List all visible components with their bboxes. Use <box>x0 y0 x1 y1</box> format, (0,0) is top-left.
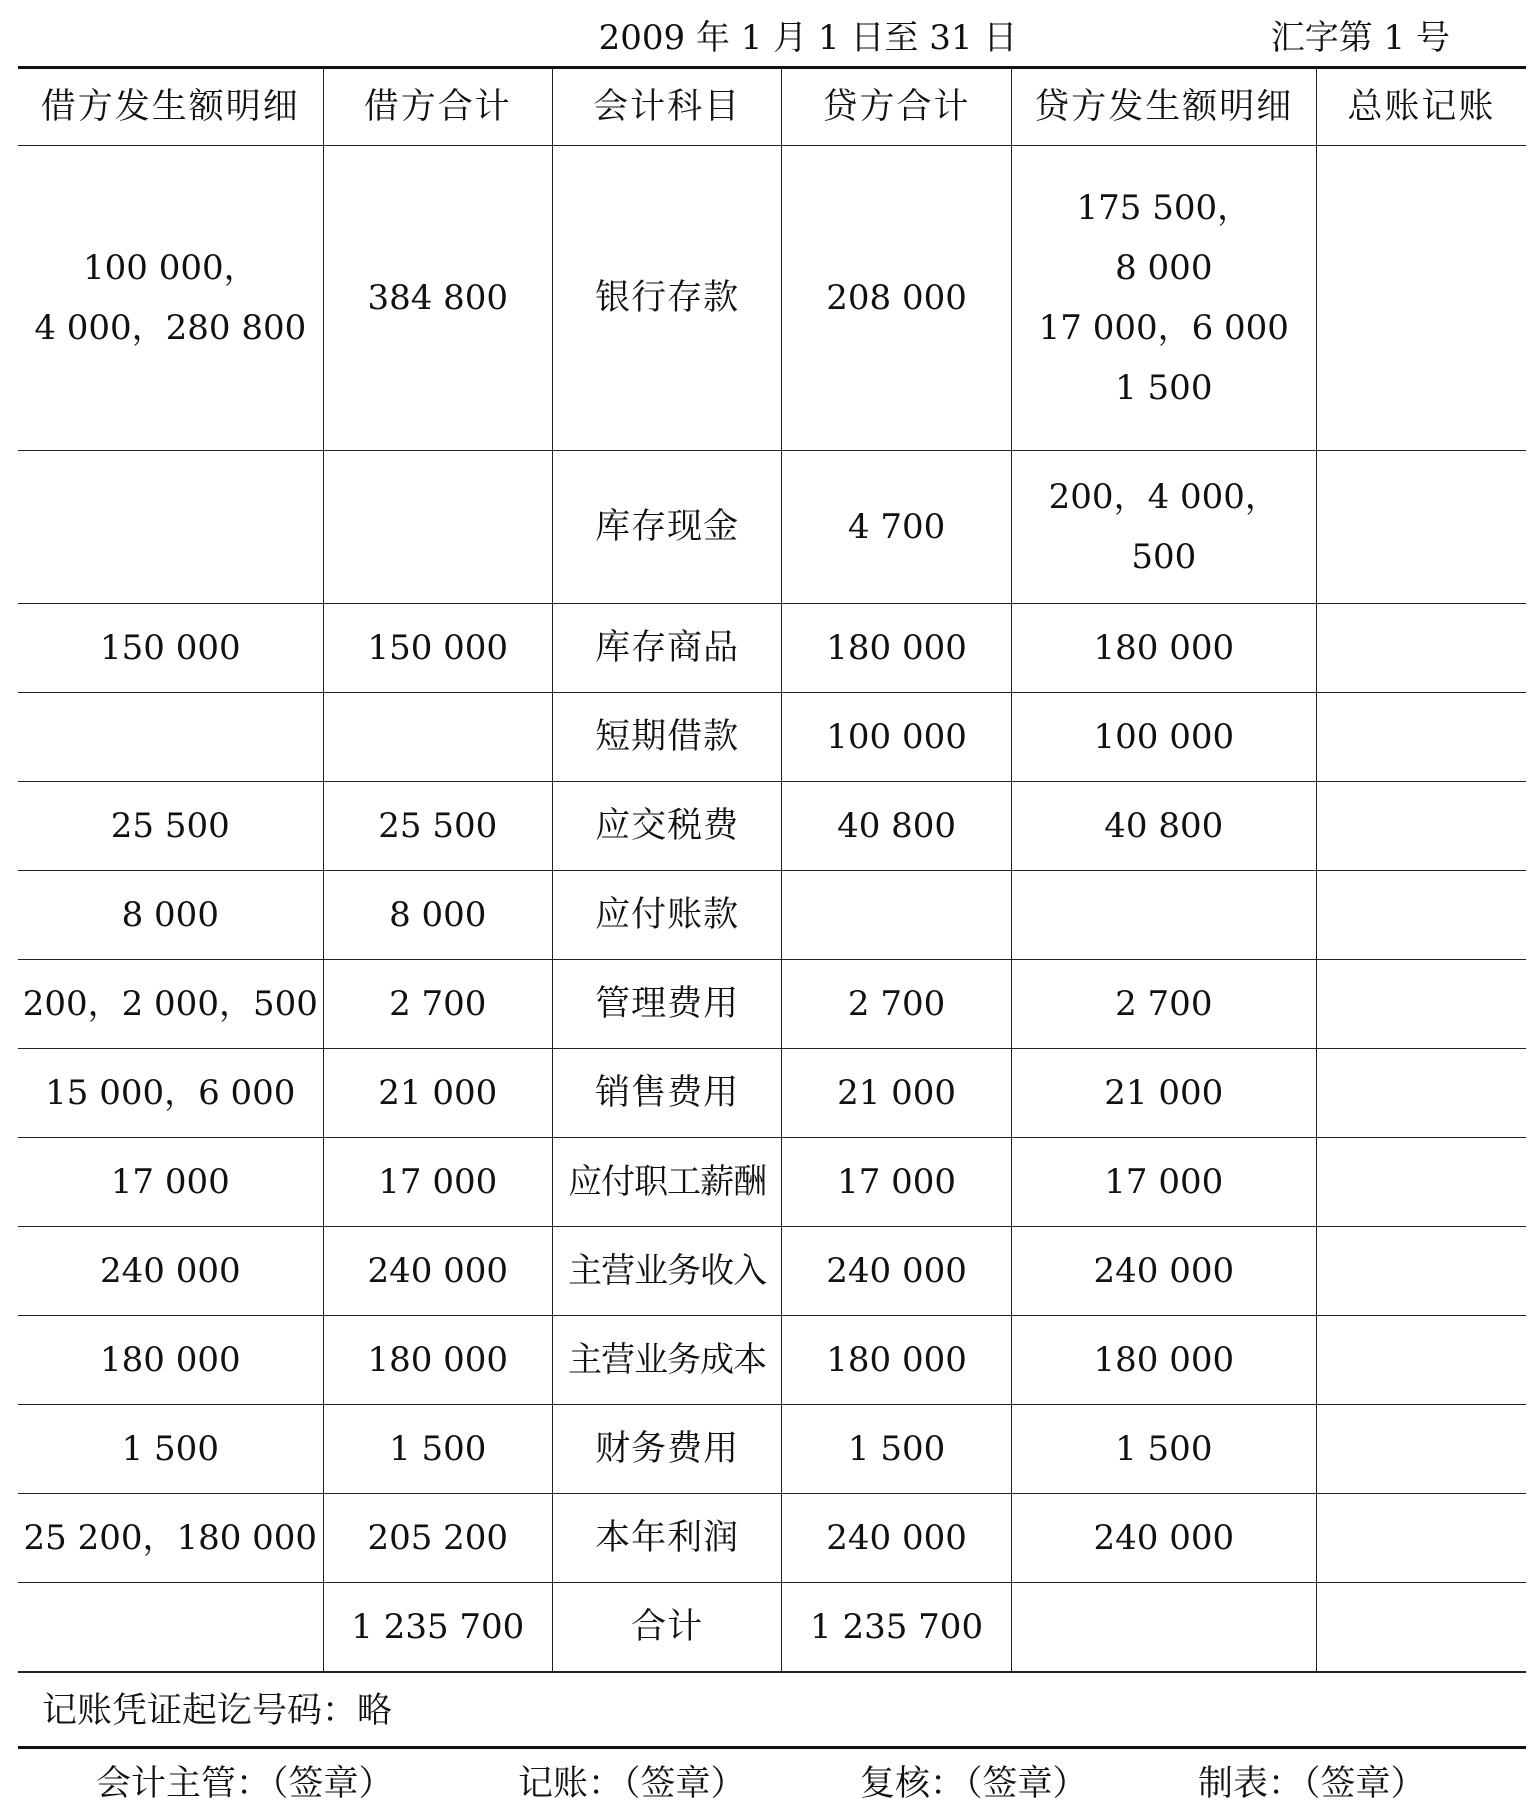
subject-cell: 应交税费 <box>552 782 781 871</box>
credit-detail-cell <box>1011 451 1316 604</box>
posted-cell <box>1316 451 1526 604</box>
debit-total-cell: 384 800 <box>323 146 552 451</box>
debit-total-cell: 21 000 <box>323 1049 552 1138</box>
table-row <box>18 782 1526 871</box>
posted-cell <box>1316 782 1526 871</box>
summary-voucher-table <box>18 66 1526 1672</box>
subject-cell: 应付职工薪酬 <box>552 1138 781 1227</box>
debit-detail-cell: 1 500 <box>18 1405 323 1494</box>
posted-cell <box>1316 1494 1526 1583</box>
total-label: 合计 <box>552 1583 781 1672</box>
debit-detail-cell: 240 000 <box>18 1227 323 1316</box>
table-header-row <box>18 68 1526 146</box>
total-debit-detail-cell <box>18 1583 323 1672</box>
table-row <box>18 1138 1526 1227</box>
debit-detail-line: 100 000， <box>82 248 258 288</box>
table-row <box>18 146 1526 451</box>
subject-cell: 短期借款 <box>552 693 781 782</box>
credit-detail-cell: 240 000 <box>1011 1227 1316 1316</box>
posted-cell <box>1316 1227 1526 1316</box>
debit-total-cell: 240 000 <box>323 1227 552 1316</box>
table-row <box>18 1405 1526 1494</box>
subject-cell: 财务费用 <box>552 1405 781 1494</box>
signature-reviewer: 复核：（签章） <box>860 1764 1088 1804</box>
voucher-range-text: 记账凭证起讫号码：略 <box>42 1691 393 1731</box>
column-header-credit-total: 贷方合计 <box>782 68 1011 146</box>
table-row <box>18 1316 1526 1405</box>
credit-detail-cell <box>1011 146 1316 451</box>
column-header-posted: 总账记账 <box>1316 68 1526 146</box>
column-header-credit-detail: 贷方发生额明细 <box>1011 68 1316 146</box>
document-number: 汇字第 1 号 <box>1270 18 1450 58</box>
table-row <box>18 1227 1526 1316</box>
posted-cell <box>1316 146 1526 451</box>
table-row <box>18 604 1526 693</box>
table-row <box>18 451 1526 604</box>
signature-bookkeeper: 记账：（签章） <box>518 1764 746 1804</box>
subject-cell: 应付账款 <box>552 871 781 960</box>
credit-total-cell: 180 000 <box>782 1316 1011 1405</box>
voucher-range-row <box>18 1672 1526 1749</box>
debit-detail-cell: 17 000 <box>18 1138 323 1227</box>
period-text: 2009 年 1 月 1 日至 31 日 <box>598 18 1018 58</box>
column-header-debit-detail: 借方发生额明细 <box>18 68 323 146</box>
subject-cell: 销售费用 <box>552 1049 781 1138</box>
credit-total-cell: 2 700 <box>782 960 1011 1049</box>
debit-detail-line: 4 000，280 800 <box>34 308 307 348</box>
table-row <box>18 1494 1526 1583</box>
subject-cell: 主营业务收入 <box>552 1227 781 1316</box>
total-debit-cell: 1 235 700 <box>323 1583 552 1672</box>
credit-total-cell: 240 000 <box>782 1494 1011 1583</box>
debit-total-cell: 2 700 <box>323 960 552 1049</box>
credit-detail-line: 200，4 000， <box>1048 477 1279 517</box>
credit-total-cell: 180 000 <box>782 604 1011 693</box>
column-header-subject: 会计科目 <box>552 68 781 146</box>
debit-total-cell: 17 000 <box>323 1138 552 1227</box>
debit-detail-cell: 8 000 <box>18 871 323 960</box>
credit-detail-cell: 240 000 <box>1011 1494 1316 1583</box>
subject-cell: 库存现金 <box>552 451 781 604</box>
credit-total-cell: 1 500 <box>782 1405 1011 1494</box>
debit-detail-cell <box>18 146 323 451</box>
debit-detail-cell <box>18 693 323 782</box>
credit-detail-cell: 180 000 <box>1011 604 1316 693</box>
credit-detail-cell: 40 800 <box>1011 782 1316 871</box>
signature-line <box>18 1752 1526 1804</box>
posted-cell <box>1316 1138 1526 1227</box>
credit-detail-line: 175 500， <box>1076 188 1252 228</box>
table-row <box>18 871 1526 960</box>
debit-total-cell: 1 500 <box>323 1405 552 1494</box>
credit-total-cell: 40 800 <box>782 782 1011 871</box>
debit-total-cell: 150 000 <box>323 604 552 693</box>
column-header-debit-total: 借方合计 <box>323 68 552 146</box>
total-posted-cell <box>1316 1583 1526 1672</box>
debit-total-cell: 8 000 <box>323 871 552 960</box>
credit-detail-line: 500 <box>1131 537 1197 577</box>
credit-detail-line: 17 000，6 000 <box>1038 308 1289 348</box>
credit-total-cell: 240 000 <box>782 1227 1011 1316</box>
subject-cell: 库存商品 <box>552 604 781 693</box>
credit-detail-line: 8 000 <box>1115 248 1213 288</box>
credit-detail-cell: 180 000 <box>1011 1316 1316 1405</box>
posted-cell <box>1316 960 1526 1049</box>
posted-cell <box>1316 871 1526 960</box>
credit-total-cell: 208 000 <box>782 146 1011 451</box>
debit-detail-cell: 180 000 <box>18 1316 323 1405</box>
subject-cell: 银行存款 <box>552 146 781 451</box>
subject-cell: 主营业务成本 <box>552 1316 781 1405</box>
posted-cell <box>1316 604 1526 693</box>
table-row <box>18 693 1526 782</box>
table-row <box>18 960 1526 1049</box>
credit-total-cell: 4 700 <box>782 451 1011 604</box>
posted-cell <box>1316 1405 1526 1494</box>
debit-detail-cell: 25 200，180 000 <box>18 1494 323 1583</box>
debit-detail-cell <box>18 451 323 604</box>
subject-cell: 管理费用 <box>552 960 781 1049</box>
credit-detail-cell <box>1011 871 1316 960</box>
posted-cell <box>1316 1049 1526 1138</box>
debit-detail-cell: 150 000 <box>18 604 323 693</box>
total-credit-detail-cell <box>1011 1583 1316 1672</box>
credit-total-cell: 100 000 <box>782 693 1011 782</box>
total-row <box>18 1583 1526 1672</box>
debit-total-cell: 25 500 <box>323 782 552 871</box>
credit-detail-cell: 100 000 <box>1011 693 1316 782</box>
signature-supervisor: 会计主管：（签章） <box>96 1764 394 1804</box>
credit-detail-cell: 17 000 <box>1011 1138 1316 1227</box>
signature-preparer: 制表：（签章） <box>1198 1764 1426 1804</box>
debit-detail-cell: 15 000，6 000 <box>18 1049 323 1138</box>
credit-detail-cell: 1 500 <box>1011 1405 1316 1494</box>
posted-cell <box>1316 693 1526 782</box>
credit-detail-cell: 2 700 <box>1011 960 1316 1049</box>
debit-total-cell <box>323 693 552 782</box>
credit-total-cell: 17 000 <box>782 1138 1011 1227</box>
credit-detail-line: 1 500 <box>1115 368 1213 408</box>
debit-detail-cell: 25 500 <box>18 782 323 871</box>
document-header <box>18 0 1526 66</box>
credit-detail-cell: 21 000 <box>1011 1049 1316 1138</box>
credit-total-cell: 21 000 <box>782 1049 1011 1138</box>
footer-divider <box>18 1746 1526 1749</box>
total-credit-cell: 1 235 700 <box>782 1583 1011 1672</box>
subject-cell: 本年利润 <box>552 1494 781 1583</box>
posted-cell <box>1316 1316 1526 1405</box>
table-row <box>18 1049 1526 1138</box>
debit-total-cell <box>323 451 552 604</box>
credit-total-cell <box>782 871 1011 960</box>
debit-detail-cell: 200，2 000，500 <box>18 960 323 1049</box>
debit-total-cell: 205 200 <box>323 1494 552 1583</box>
debit-total-cell: 180 000 <box>323 1316 552 1405</box>
